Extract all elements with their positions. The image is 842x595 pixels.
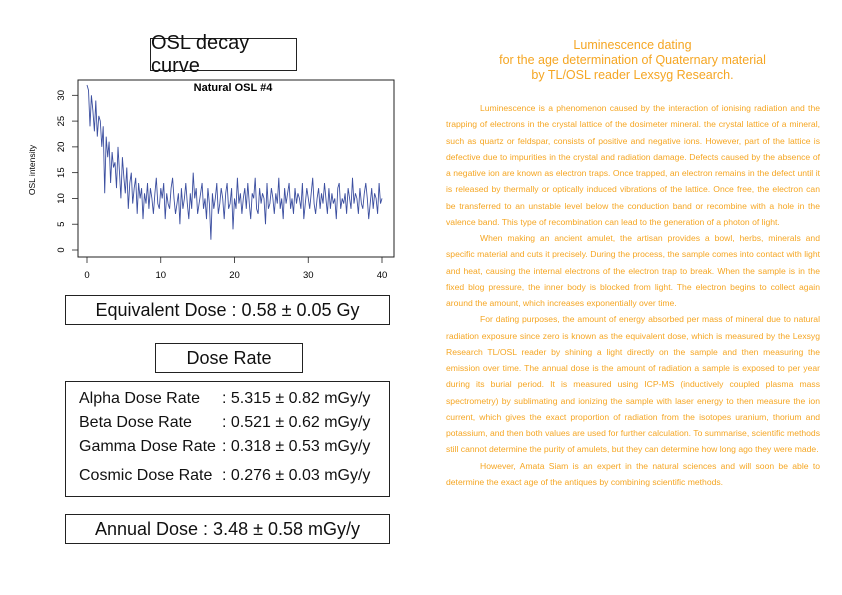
article-heading — [460, 38, 805, 83]
annual-dose-box — [65, 514, 390, 544]
x-tick-label: 30 — [302, 270, 314, 281]
dose-rate-value: : 0.318 ± 0.53 mGy/y — [222, 438, 371, 455]
dose-rate-label: Cosmic Dose Rate — [79, 467, 213, 484]
x-tick-label: 20 — [229, 270, 240, 281]
dose-rate-row-alpha — [79, 390, 383, 412]
dose-rate-label: Beta Dose Rate — [79, 414, 192, 431]
y-tick-label: 25 — [56, 115, 67, 127]
heading-line-3: by TL/OSL reader Lexsyg Research. — [531, 68, 734, 82]
y-tick-label: 10 — [56, 193, 67, 204]
dose-rate-table — [65, 381, 390, 497]
equivalent-dose-text: Equivalent Dose : 0.58 ± 0.05 Gy — [95, 299, 360, 320]
y-tick-label: 15 — [56, 167, 67, 178]
y-tick-label: 20 — [56, 141, 67, 153]
dose-rate-value: : 0.521 ± 0.62 mGy/y — [222, 414, 371, 431]
x-tick-label: 0 — [84, 270, 90, 281]
paragraph: Luminescence is a phenomenon caused by the interaction of ionising radiation and the trapping of electrons in the crystal lattice of the dosimeter mineral. the crystal lattice of a mineral, such as quartz or feldspar, consists of positive and negative ions. However, part of the lattice is defective due to impurities in the crystal and radiation damage. Defects caused by the absence of a negative ion are known as electron traps. Once trapped, an electron remains in the defect until it is released by thermally or optically induced vibrations of the lattice. Once free, the electron can be transferred to an unstable level below the conduction band or recombine with a hole in the valence band. This type of recombination can lead to the generation of a photon of light. — [446, 103, 820, 227]
dose-rate-title-box — [155, 343, 303, 373]
dose-rate-row-gamma — [79, 438, 383, 460]
heading-line-1: Luminescence dating — [573, 38, 692, 52]
y-axis-label: OSL intensity — [27, 144, 37, 196]
chart-title-box — [150, 31, 297, 77]
dose-rate-label: Gamma Dose Rate — [79, 438, 216, 455]
paragraph: When making an ancient amulet, the artisan provides a bowl, herbs, minerals and specific material and cuts it precisely. During the process, the sample comes into contact with light and heat, causing the internal electrons of the electron trap to break. When the sample is in the fixed blog pressure, the inner body is blocked from light. The electron begins to collect again around the amount, which increases exponentially over time. — [446, 233, 820, 308]
dose-rate-row-cosmic — [79, 467, 383, 489]
dose-rate-label: Alpha Dose Rate — [79, 390, 200, 407]
equivalent-dose-box — [65, 295, 390, 325]
x-tick-label: 40 — [376, 270, 388, 281]
chart-title: OSL decay curve — [151, 31, 250, 77]
osl-series-line — [87, 85, 382, 240]
paragraph: For dating purposes, the amount of energy absorbed per mass of mineral due to natural radiation exposure since zero is known as the equivalent dose, which is measured by the Lexsyg Research TL/OSL reader by shining a light directly on the sample and then measuring the emission over time. The annual dose is the amount of radiation a sample is exposed to per year during its burial period. It is measured using ICP-MS (inductively coupled plasma mass spectrometry) by sublimating and ionizing the sample with laser energy to then measure the ion current, which gives the exact proportion of radiation from the isotopes uranium, thorium and potassium, and then both values are used for further calculation. To summarise, scientific methods still cannot determine the purity of amulets, but they can determine how long ago they were made. — [446, 314, 820, 455]
paragraph: However, Amata Siam is an expert in the natural sciences and will soon be able to determine the exact age of the antiques by combining scientific methods. — [446, 460, 820, 487]
plot-frame — [78, 80, 394, 257]
y-tick-label: 5 — [56, 221, 67, 227]
annual-dose-text: Annual Dose : 3.48 ± 0.58 mGy/y — [94, 518, 361, 539]
dose-rate-value: : 0.276 ± 0.03 mGy/y — [222, 467, 371, 484]
plot-title: Natural OSL #4 — [193, 82, 273, 94]
x-tick-label: 10 — [155, 270, 167, 281]
y-tick-label: 0 — [56, 247, 67, 253]
dose-rate-value: : 5.315 ± 0.82 mGy/y — [222, 390, 371, 407]
dose-rate-row-beta — [79, 414, 383, 436]
article-body — [446, 100, 820, 490]
osl-decay-chart — [20, 75, 400, 290]
dose-rate-title: Dose Rate — [186, 347, 272, 368]
y-tick-label: 30 — [56, 90, 67, 101]
heading-line-2: for the age determination of Quaternary material — [499, 53, 766, 67]
